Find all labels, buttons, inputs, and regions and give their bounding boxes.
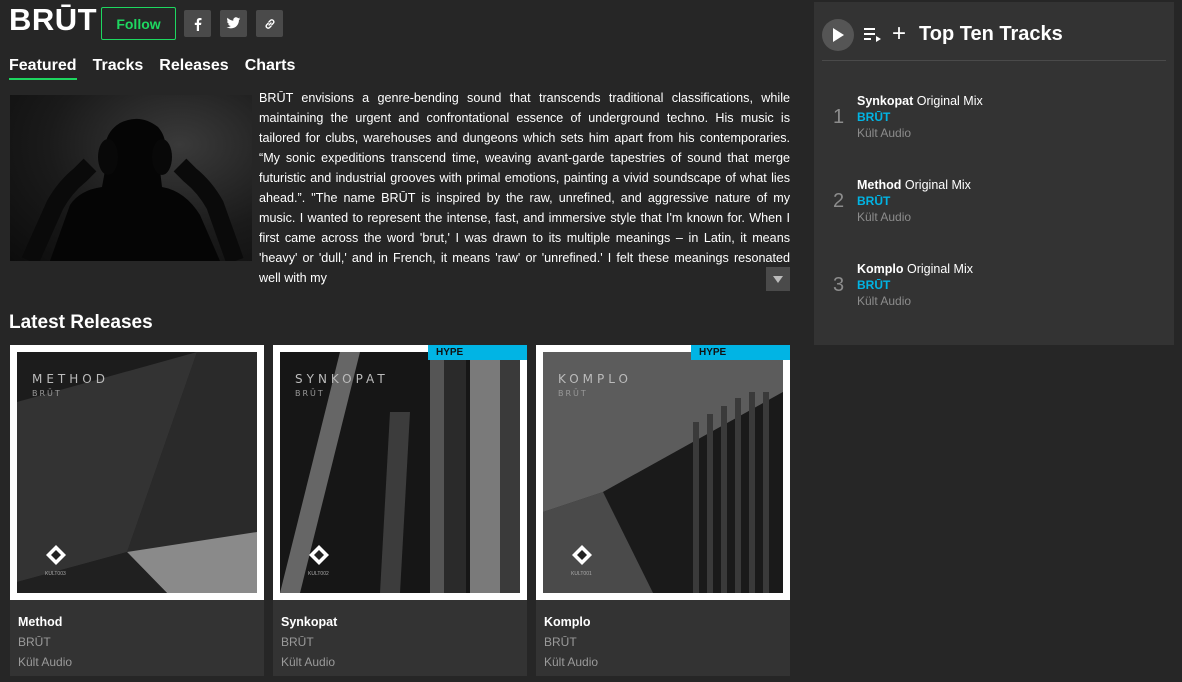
facebook-share-button[interactable] (184, 10, 211, 37)
label-logo-icon (571, 544, 593, 566)
play-icon (832, 28, 844, 42)
track-name: Synkopat (857, 94, 914, 108)
tab-tracks[interactable]: Tracks (92, 57, 144, 74)
tab-charts[interactable]: Charts (244, 57, 296, 74)
copy-link-button[interactable] (256, 10, 283, 37)
hype-badge: HYPE (428, 345, 527, 360)
release-cover[interactable] (273, 345, 527, 600)
play-all-button[interactable] (822, 19, 854, 51)
release-name[interactable]: Synkopat (281, 615, 338, 629)
track-row[interactable] (814, 262, 1174, 322)
top-tracks-panel (814, 2, 1174, 345)
cover-artist: BRŪT (558, 389, 588, 398)
cover-artist: BRŪT (32, 389, 62, 398)
release-artist[interactable]: BRŪT (281, 635, 314, 649)
cover-catalog: KULT002 (308, 571, 329, 577)
cover-catalog: KULT001 (571, 571, 592, 577)
queue-icon (864, 26, 882, 42)
cover-artist: BRŪT (295, 389, 325, 398)
cover-title: KOMPLO (558, 372, 632, 386)
tab-releases[interactable]: Releases (159, 57, 229, 74)
release-card[interactable] (536, 345, 790, 676)
tab-featured[interactable]: Featured (9, 57, 77, 80)
label-logo-icon (45, 544, 67, 566)
release-cover[interactable] (10, 345, 264, 600)
track-title[interactable] (857, 178, 971, 192)
expand-bio-button[interactable] (766, 267, 790, 291)
track-label[interactable]: Kült Audio (857, 210, 912, 224)
follow-button[interactable]: Follow (101, 7, 176, 40)
release-cover[interactable] (536, 345, 790, 600)
add-to-playlist-button[interactable] (892, 22, 906, 46)
facebook-icon (191, 17, 205, 31)
cover-title: METHOD (32, 372, 109, 386)
track-number: 2 (833, 190, 845, 212)
release-card[interactable] (10, 345, 264, 676)
track-title[interactable] (857, 262, 973, 276)
release-artist[interactable]: BRŪT (544, 635, 577, 649)
artist-photo (10, 95, 252, 261)
track-mix: Original Mix (907, 262, 974, 276)
chevron-down-icon (773, 276, 783, 283)
track-name: Komplo (857, 262, 904, 276)
release-name[interactable]: Komplo (544, 615, 591, 629)
link-icon (263, 17, 277, 31)
release-card[interactable] (273, 345, 527, 676)
release-label[interactable]: Kült Audio (18, 655, 73, 669)
plus-icon: + (892, 20, 907, 47)
release-label[interactable]: Kült Audio (281, 655, 336, 669)
add-to-queue-button[interactable] (864, 26, 882, 47)
track-label[interactable]: Kült Audio (857, 294, 912, 308)
hype-badge: HYPE (691, 345, 790, 360)
twitter-share-button[interactable] (220, 10, 247, 37)
track-artist[interactable]: BRŪT (857, 278, 891, 292)
track-row[interactable] (814, 94, 1174, 154)
release-name[interactable]: Method (18, 615, 63, 629)
track-artist[interactable]: BRŪT (857, 194, 891, 208)
label-logo-icon (308, 544, 330, 566)
release-label[interactable]: Kült Audio (544, 655, 599, 669)
track-label[interactable]: Kült Audio (857, 126, 912, 140)
track-title[interactable] (857, 94, 983, 108)
cover-title: SYNKOPAT (295, 372, 389, 386)
track-number: 3 (833, 274, 845, 296)
artist-bio: BRŪT envisions a genre-bending sound that transcends traditional classifications, while maintaining the urgent and confrontational essence of underground techno. His music is tailored for clubs, warehouses and dungeons which sets him apart from his contemporaries. “My sonic expeditions transcend time, weaving avant-garde tapestries of sound that merge futuristic and industrial grooves with primal emotions, painting a vivid soundscape of what lies ahead.”. "The name BRŪT is inspired by the raw, unrefined, and aggressive nature of my music. I wanted to represent the intense, fast, and immersive style that I'm known for. When I first came across the word 'brut,' I was drawn to its multiple meanings – in Latin, it means 'heavy' or 'dull,' and in French, it means 'raw' or 'unrefined.' I felt these meanings resonated well with my (259, 91, 790, 285)
track-artist[interactable]: BRŪT (857, 110, 891, 124)
track-row[interactable] (814, 178, 1174, 238)
latest-releases-title: Latest Releases (9, 312, 153, 333)
cover-catalog: KULT003 (45, 571, 66, 577)
divider (822, 60, 1166, 61)
artist-tabs (9, 57, 295, 80)
twitter-icon (226, 17, 241, 30)
track-number: 1 (833, 106, 845, 128)
track-mix: Original Mix (916, 94, 983, 108)
top-tracks-title: Top Ten Tracks (919, 23, 1063, 45)
artist-name: BRŪT (9, 2, 98, 37)
release-artist[interactable]: BRŪT (18, 635, 51, 649)
track-name: Method (857, 178, 902, 192)
track-mix: Original Mix (904, 178, 971, 192)
